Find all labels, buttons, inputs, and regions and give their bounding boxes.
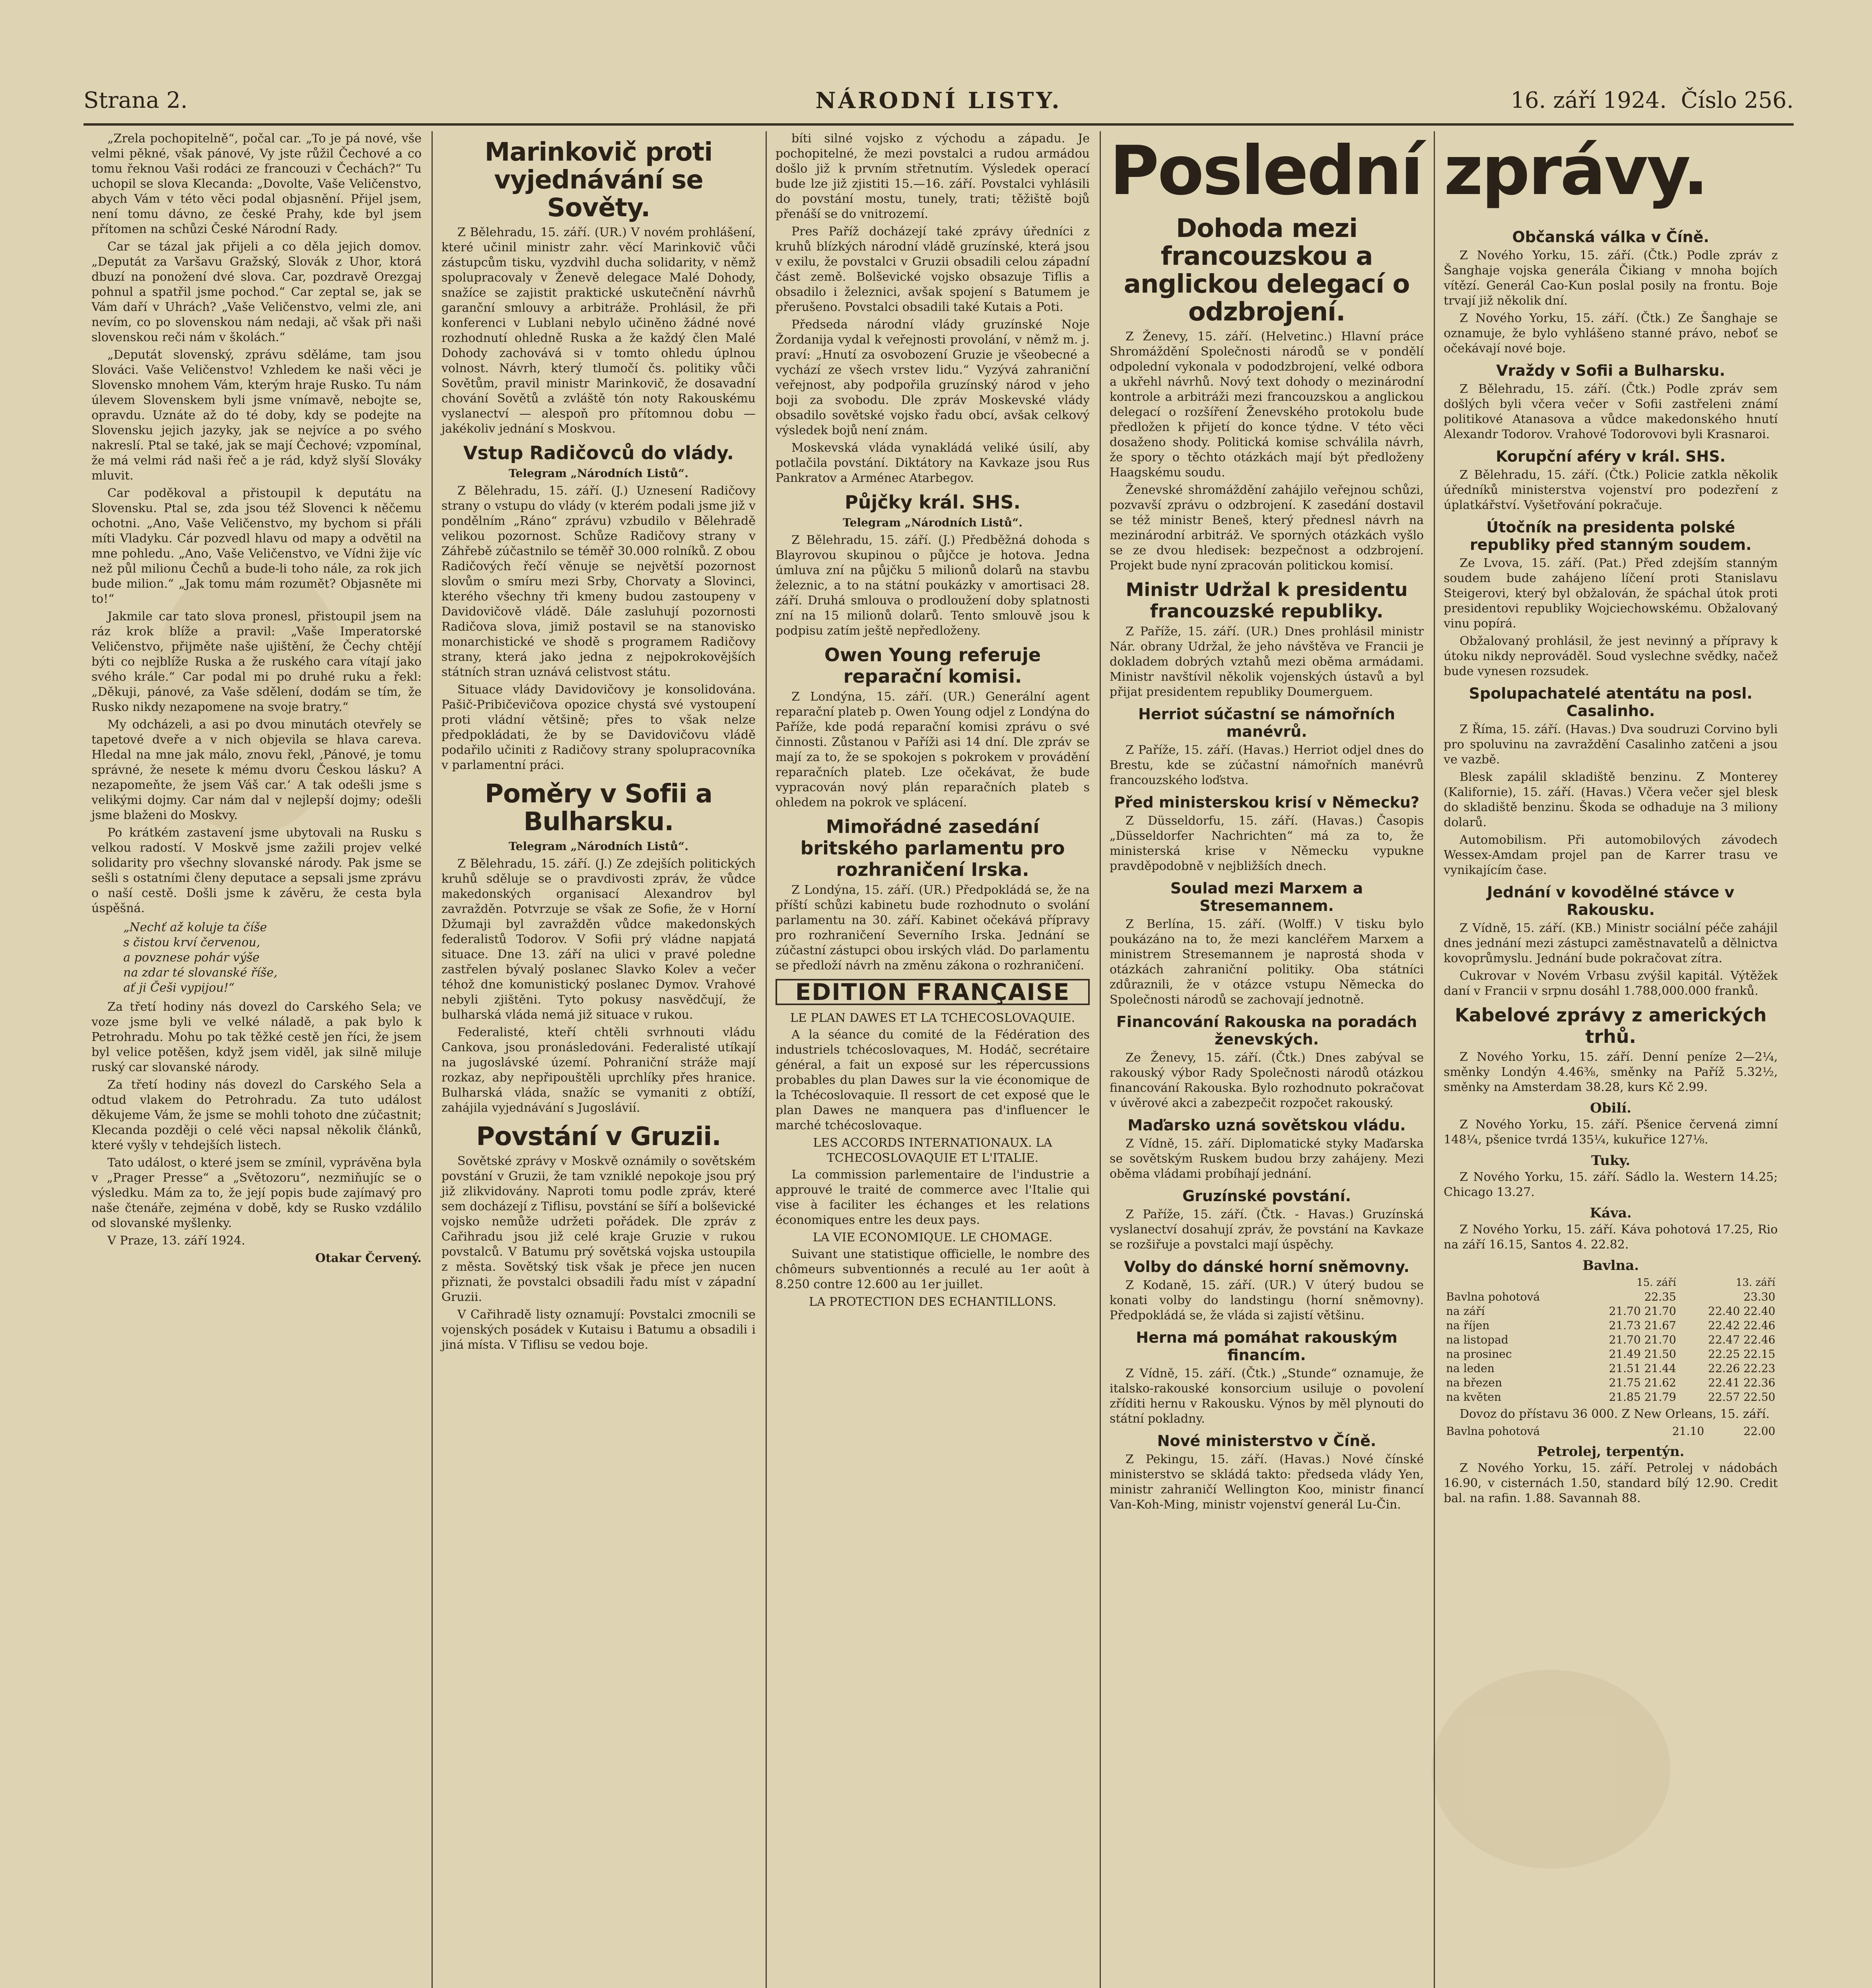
paragraph: Z Bělehradu, 15. září. (Čtk.) Policie zatkla několik úředníků ministerstva vojenství pro podezření z úplatkářství. Vyšetřování pokračuje. xyxy=(1444,468,1778,512)
paragraph: Dovoz do přístavu 36 000. Z New Orleans, 15. září. xyxy=(1460,1407,1770,1421)
page-number: Strana 2. xyxy=(84,87,188,113)
paragraph: Moskevská vláda vynakládá veliké úsilí, aby potlačila povstání. Diktátory na Kavkaze jsou Rus Pankratov a Arménec Atarbegov. xyxy=(776,441,1090,485)
market-heading: Tuky. xyxy=(1591,1153,1631,1169)
price-cell: 21.73 21.67 xyxy=(1609,1319,1676,1332)
paragraph: Z Říma, 15. září. (Havas.) Dva soudruzi Corvino byli pro spoluvinu na zavraždění Casalinho zatčeni a jsou ve vazbě. xyxy=(1444,722,1778,767)
paragraph: Suivant une statistique officielle, le nombre des chômeurs subventionnés a reculé au 1er août à 8.250 contre 12.600 au 1er juillet. xyxy=(776,1247,1090,1291)
table-row xyxy=(1444,1347,1778,1361)
paragraph: Po krátkém zastavení jsme ubytovali na Rusku s velkou radostí. V Moskvě jsme zažili projev velké solidarity pro všechny slovanské národy. Pak jsme se sešli s ostatními členy deputace a sepsali jsme zprávu o naší cestě. Došli jsme k závěru, že cesta byla úspěšná. xyxy=(91,826,422,915)
paragraph: Z Bělehradu, 15. září. (J.) Uznesení Radičovy strany o vstupu do vlády (v kterém podali jsme již v pondělním „Ráno“ zprávu) vzbudilo v Bělehradě velikou pozornost. Schůze Radičovy strany v Záhřebě zúčastnilo se téměř 30.000 rolníků. Z obou Radičových řečí věnuje se největší pozornost slovům o smíru mezi Srby, Chorvaty a Slovinci, kterého všechny tři kmeny budou zastoupeny v Davidovičově vládě. Dále zasluhují pozornosti Radičova slova, jimiž postavil se na stanovisko monarchistické ve shodě s programem Radičovy strany, která jako jedna z nejpokrokovějších státních stran uznává celistvost státu. xyxy=(441,484,756,679)
paragraph: Z Nového Yorku, 15. září. (Čtk.) Podle zpráv z Šanghaje vojska generála Čikiang v mnoha bojích vítězí. Generál Cao-Kun poslal posily na frontu. Boje trvají již několik dní. xyxy=(1444,248,1778,308)
headline: Herna má pomáhat rakouským financím. xyxy=(1136,1329,1398,1364)
paragraph: Cukrovar v Novém Vrbasu zvýšil kapitál. Výtěžek daní v Francii v srpnu dosáhl 1.788,000.000 franků. xyxy=(1444,969,1778,998)
headline: Marinkovič proti vyjednávání se Sověty. xyxy=(484,138,713,223)
paragraph: Za třetí hodiny nás dovezl do Carského Sela; ve voze jsme byli ve velké náladě, a pak bylo k Petrohradu. Mohu po tak těžké cestě jen říci, že jsem byl velice potěšen, když jsem viděl, jak silně miluje ruský car slovanské národy. xyxy=(91,1000,422,1074)
subheadline: Telegram „Národních Listů“. xyxy=(509,840,688,853)
paragraph: Z Bělehradu, 15. září. (UR.) V novém prohlášení, které učinil ministr zahr. věcí Marinkovič vůči zástupcům tisku, vyzdvihl ducha solidarity, v němž spolupracovaly v Ženevě delegace Malé Dohody, snažíce se zajistit praktické uskutečnění návrhů garanční smlouvy a arbitráže. Prohlásil, že při konferenci v Lublani nebylo učiněno žádné nové rozhodnutí ohledně Ruska a že každý člen Malé Dohody zachovává si v tomto ohledu úplnou volnost. Návrh, který tlumočí čs. politiky vůči Sovětům, pravil ministr Marinkovič, že dosavadní chování Sovětů a zvláště tón noty Rakouskému vyslanectví — alespoň pro přítomnou dobu — jakékoliv jednání s Moskvou. xyxy=(441,225,756,436)
paragraph: Z Paříže, 15. září. (Havas.) Herriot odjel dnes do Brestu, kde se zúčastní námořních manévrů francouzského loďstva. xyxy=(1110,743,1424,787)
paragraph: V Cařihradě listy oznamují: Povstalci zmocnili se vojenských posádek v Kutaisu i Batumu a obsadili i jiná místa. V Tiflisu se vedou boje. xyxy=(441,1308,756,1352)
row-label: na září xyxy=(1446,1305,1485,1318)
price-cell: 21.70 21.70 xyxy=(1609,1333,1676,1346)
price-cell: 22.42 22.46 xyxy=(1708,1319,1775,1332)
column-short-news xyxy=(1444,131,1778,1988)
row-label: na říjen xyxy=(1446,1319,1490,1332)
paragraph: Automobilism. Při automobilových závodech Wessex-Amdam projel pan de Karrer trasu ve vynikajícím čase. xyxy=(1444,833,1778,877)
masthead xyxy=(84,80,1794,126)
row-label: Bavlna pohotová xyxy=(1446,1425,1540,1438)
section-title: Poslední zprávy. xyxy=(1110,132,1707,210)
column-world xyxy=(776,131,1090,1988)
table-row xyxy=(1444,1361,1778,1376)
headline: Útočník na presidenta polské republiky před stanným soudem. xyxy=(1470,518,1752,553)
table-row xyxy=(1444,1390,1778,1404)
paragraph: Ženevské shromáždění zahájilo veřejnou schůzi, pozvavší zprávu o odzbrojení. K zasedání dostavil se též ministr Beneš, který přednesl návrh na mezinárodní arbitráž. Ve sporných otázkách vyšlo se ze dvou hledisek: bezpečnost a odzbrojení. Projekt bude nyní zpracován politickou komisí. xyxy=(1110,483,1424,573)
price-cell: 21.10 xyxy=(1672,1425,1704,1438)
headline: Herriot súčastní se námořních manévrů. xyxy=(1138,705,1395,740)
column-politics xyxy=(441,131,756,1988)
paragraph: Car poděkoval a přistoupil k deputátu na Slovensku. Ptal se, zda jsou též Slovenci k něčemu ochotni. „Ano, Vaše Veličenstvo, my bychom si přáli míti Vladyku. Cár pozvedl hlavu od mapy a odvětil na mne pohledu. „Ano, Vaše Veličenstvo, ve Vídni žije víc než půl milionu Čechů a bude-li toho nále, za rok jich bude milion.“ „Jak tomu mám rozumět? Objasněte mi to!“ xyxy=(91,486,422,606)
paragraph: Z Vídně, 15. září. (Čtk.) „Stunde“ oznamuje, že italsko-rakouské konsorcium usiluje o povolení zříditi hernu v Rakousku. Výnos by měl plynouti do státní pokladny. xyxy=(1110,1367,1424,1426)
headline: Korupční aféry v král. SHS. xyxy=(1496,448,1726,465)
column-feuilleton xyxy=(91,131,422,1988)
byline: Otakar Červený. xyxy=(315,1251,422,1265)
date-issue: 16. září 1924. Číslo 256. xyxy=(1510,87,1794,113)
headline: Kabelové zprávy z amerických trhů. xyxy=(1454,1004,1767,1047)
paragraph: Z Nového Yorku, 15. září. Petrolej v nádobách 16.90, v cisternách 1.50, standard bílý 12.90. Credit bal. na rafin. 1.88. Savannah 88. xyxy=(1444,1461,1778,1505)
paragraph: Předseda národní vlády gruzínské Noje Žordanija vydal k veřejnosti provolání, v němž m. j. praví: „Hnutí za osvobození Gruzie je všeobecné a vychází ze všech vrstev lidu.“ Vyzývá zahraniční veřejnost, aby podpořila gruzínský národ v jeho boji za svobodu. Dle zpráv Moskevské vlády obsadilo sovětské vojsko řadu obcí, avšak celkový výsledek bojů není znám. xyxy=(776,318,1090,437)
headline: Mimořádné zasedání britského parlamentu pro rozhraničení Irska. xyxy=(800,816,1065,880)
signoff-place: V Praze, 13. září 1924. xyxy=(107,1234,245,1248)
paragraph: Z Nového Yorku, 15. září. (Čtk.) Ze Šanghaje se oznamuje, že bylo vyhlášeno stanné právo, neboť se očekávají nové boje. xyxy=(1444,311,1778,355)
paragraph: Tato událost, o které jsem se zmínil, vyprávěna byla v „Prager Presse“ a „Světozoru“, nezmiňujíc se o výsledku. Mám za to, že její popis bude zajímavý pro naše čtenáře, zejména v době, kdy se Rusko vzdálilo od slovanské myšlenky. xyxy=(91,1156,422,1230)
headline: Občanská válka v Číně. xyxy=(1512,228,1709,246)
newspaper-title: NÁRODNÍ LISTY. xyxy=(815,87,1062,114)
headline: Poměry v Sofii a Bulharsku. xyxy=(485,779,712,837)
market-heading: Petrolej, terpentýn. xyxy=(1537,1444,1685,1460)
french-subhead: LA VIE ECONOMIQUE. LE CHOMAGE. xyxy=(813,1231,1053,1244)
headline: Gruzínské povstání. xyxy=(1182,1187,1351,1205)
headline: Jednání v kovodělné stávce v Rakousku. xyxy=(1487,883,1734,918)
paragraph: Pres Paříž docházejí také zprávy úředníci z kruhů blízkých národní vládě gruzínské, která jsou v exilu, že povstalci v Gruzii obsadili celou západní část země. Bolševické vojsko obsazuje Tiflis a obsadilo i železnici, avšak spojení s Batumem je přerušeno. Povstalci obsadili také Kutais a Poti. xyxy=(776,225,1090,314)
subheadline: Telegram „Národních Listů“. xyxy=(509,467,688,480)
paragraph: Z Kodaně, 15. září. (UR.) V úterý budou se konati volby do landstingu (horní sněmovny). Předpokládá se, že vláda si zajistí většinu. xyxy=(1110,1278,1424,1322)
paragraph: Blesk zapálil skladiště benzinu. Z Monterey (Kalifornie), 15. září. (Havas.) Včera večer sjel blesk do skladiště benzinu. Škoda se odhaduje na 3 miliony dolarů. xyxy=(1444,770,1778,829)
paragraph: A la séance du comité de la Fédération des industriels tchécoslovaques, M. Hodáč, secrétaire général, a fait un exposé sur les répercussions probables du plan Dawes sur la vie économique de la Tchécoslovaquie. Il ressort de cet exposé que le plan Dawes ne manquera pas d'influencer le marché tchécoslovaque. xyxy=(776,1028,1090,1132)
table-row xyxy=(1444,1304,1778,1318)
row-label: na listopad xyxy=(1446,1333,1508,1346)
paragraph: Z Paříže, 15. září. (Čtk. - Havas.) Gruzínská vyslanectví dosahují zpráv, že povstání na Kavkaze se rozšiřuje a povstalci mají úspěchy. xyxy=(1110,1208,1424,1252)
paragraph: „Zrela pochopitelně“, počal car. „To je pá nové, vše velmi pěkné, však pánové, Vy jste růžil Čechové a co tomu řeknou Vaši rodáci ze francouzi v Čechách?“ Tu uchopil se slova Klecanda: „Dovolte, Vaše Veličenstvo, abych Vám v této věci podal objasnění. Přijel jsem, není tomu dávno, ze české Prahy, kde byl jsem přítomen na schůzi České Národní Rady. xyxy=(91,132,422,236)
headline: Ministr Udržal k presidentu francouzské republiky. xyxy=(1126,579,1408,622)
paragraph: Z Londýna, 15. září. (UR.) Předpokládá se, že na příští schůzi kabinetu bude rozhodnuto o svolání parlamentu na 30. září. Kabinet očekává přípravy pro rozhraničení Severního Irska. Jednání se zúčastní zástupci obou irských vlád. Do parlamentu se předloží návrh na změnu zákona o rozhraničení. xyxy=(776,883,1090,973)
price-cell: 21.49 21.50 xyxy=(1609,1347,1676,1361)
paragraph: Z Berlína, 15. září. (Wolff.) V tisku bylo poukázáno na to, že mezi kancléřem Marxem a ministrem Stresemannem je naprostá shoda v otázkách zahraniční politiky. Oba státníci zdůraznili, že v otázce vstupu Německa do Společnosti národů se zachovají jednotně. xyxy=(1110,917,1424,1007)
paragraph: Z Nového Yorku, 15. září. Pšenice červená zimní 148¼, pšenice tvrdá 135¼, kukuřice 127⅛. xyxy=(1444,1118,1778,1147)
paragraph: Obžalovaný prohlásil, že jest nevinný a přípravy k útoku nikdy neprováděl. Soud vyslechne svědky, načež bude vynesen rozsudek. xyxy=(1444,634,1778,678)
paragraph: Z Nového Yorku, 15. září. Káva pohotová 17.25, Rio na září 16.15, Santos 4. 22.82. xyxy=(1444,1223,1778,1252)
paragraph: Z Bělehradu, 15. září. (Čtk.) Podle zpráv sem došlých byli včera večer v Sofii zastřeleni známí politikové Atanasova a vůdce makedonského hnutí Alexandr Todorov. Vrahové Todorovovi byli Krasnaroi. xyxy=(1444,382,1778,441)
price-cell: 22.41 22.36 xyxy=(1708,1376,1775,1389)
headline: Financování Rakouska na poradách ženevských. xyxy=(1116,1013,1417,1048)
paragraph: Federalisté, kteří chtěli svrhnouti vládu Cankova, jsou pronásledováni. Federalisté utíkají na jugoslávské území. Pohraniční stráže mají rozkaz, aby nepřipouštěli uprchlíky přes hranice. Bulharská vláda, snažíc se vymaniti z obtíží, zahájila vyjednávání s Jugoslávií. xyxy=(441,1025,756,1115)
headline: Owen Young referuje reparační komisi. xyxy=(824,644,1041,687)
row-label: na květen xyxy=(1446,1390,1501,1404)
market-heading: Káva. xyxy=(1590,1205,1632,1221)
headline: Maďarsko uzná sovětskou vládu. xyxy=(1127,1116,1406,1134)
table-row xyxy=(1444,1424,1778,1439)
price-cell: 22.40 22.40 xyxy=(1708,1305,1775,1318)
price-cell: 22.35 xyxy=(1644,1290,1676,1303)
market-heading: Bavlna. xyxy=(1582,1258,1639,1274)
table-row xyxy=(1444,1333,1778,1347)
headline: Dohoda mezi francouzskou a anglickou delegací o odzbrojení. xyxy=(1124,214,1410,327)
subheadline: Telegram „Národních Listů“. xyxy=(843,516,1023,529)
headline: Před ministerskou krisí v Německu? xyxy=(1114,794,1419,811)
french-subhead: LE PLAN DAWES ET LA TCHECOSLOVAQUIE. xyxy=(790,1011,1075,1025)
price-cell: 21.70 21.70 xyxy=(1609,1305,1676,1318)
paragraph: La commission parlementaire de l'industrie a approuvé le traité de commerce avec l'Italie qui vise à faciliter les échanges et les relations économiques entre les deux pays. xyxy=(776,1168,1090,1227)
price-cell: 21.75 21.62 xyxy=(1609,1376,1676,1389)
row-label: Bavlna pohotová xyxy=(1446,1290,1540,1303)
paragraph: Z Ženevy, 15. září. (Helvetinc.) Hlavní práce Shromáždění Společnosti národů se v pondělí odpolední vykonala v pododzbrojení, velké odbora a ukřehl návrhů. Nový text dohody o mezinárodní kontrole a arbitráži mezi francouzskou a anglickou delegací o rozšíření Ženevského protokolu bude předložen k přijetí do konce týdne. V této věci dosaženo shody. Politická komise schválila návrh, že spory o těchto otázkách mají být předloženy Haagskému soudu. xyxy=(1110,330,1424,480)
cotton-price-table-new-orleans xyxy=(1444,1424,1778,1439)
paragraph: Z Londýna, 15. září. (UR.) Generální agent reparační plateb p. Owen Young odjel z Londýna do Paříže, kde podá reparační komisi zprávu o své činnosti. Zůstanou v Paříži asi 14 dní. Dle zpráv se mají za to, že se spokojen s pokrokem v provádění reparačních plateb. Lze očekávat, že bude vypracován nový plán reparačních plateb s ohledem na pokrok ve splácení. xyxy=(776,690,1090,810)
table-row xyxy=(1444,1290,1778,1304)
headline: Soulad mezi Marxem a Stresemannem. xyxy=(1170,879,1363,914)
headline: Vstup Radičovců do vlády. xyxy=(463,442,734,464)
table-row xyxy=(1444,1376,1778,1390)
table-row xyxy=(1444,1318,1778,1333)
column-rule xyxy=(766,131,767,1988)
price-cell: 23.30 xyxy=(1743,1290,1775,1303)
row-label: na prosinec xyxy=(1446,1347,1512,1361)
paragraph: Z Bělehradu, 15. září. (J.) Předběžná dohoda s Blayrovou skupinou o půjčce je hotova. Jedna úmluva zní na půjčku 5 milionů dolarů na stavbu železnic, a to na státní poukázky v amortisaci 28. září. Druhá smlouva o prodloužení doby splatnosti zní na 15 milionů dolarů. Tento smlouvě jsou k podpisu zatím ještě nepředloženy. xyxy=(776,533,1090,638)
paragraph: Z Paříže, 15. září. (UR.) Dnes prohlásil ministr Nár. obrany Udržal, že jeho návštěva ve Francii je dokladem dobrých vztahů mezi oběma armádami. Ministr navštívil několik vojenských ústavů a byl přijat presidentem republiky Doumerguem. xyxy=(1110,625,1424,699)
paragraph: Z Bělehradu, 15. září. (J.) Ze zdejších politických kruhů sděluje se o pravdivosti zpráv, že vůdce makedonských organisací Alexandrov byl zavražděn. Potvrzuje se však ze Sofie, že v Horní Džumaji byl zavražděn vůdce makedonských federalistů Todorov. V Sofii prý vládne napjatá situace. Dne 13. září na ulici v pravé poledne zastřelen bývalý poslanec Slavko Kolev a večer téhož dne komunistický poslanec Dymov. Vrahové nebyli zjištěni. Tyto pokusy nasvědčují, že bulharská vláda nemá již situace v rukou. xyxy=(441,857,756,1022)
paragraph: Ze Ženevy, 15. září. (Čtk.) Dnes zabýval se rakouský výbor Rady Společnosti národů otázkou financování Rakouska. Bylo rozhodnuto pokračovat v úvěrové akci a zabezpečit rozpočet rakouský. xyxy=(1110,1051,1424,1110)
headline: Spolupachatelé atentátu na posl. Casalinho. xyxy=(1469,685,1753,720)
price-cell: 21.51 21.44 xyxy=(1609,1362,1676,1375)
poem: „Nechť až koluje ta číše s čistou krví červenou, a povznese pohár výše na zdar té slovanské říše, ať ji Češi vypijou!“ xyxy=(123,920,278,995)
headline: Půjčky král. SHS. xyxy=(845,491,1021,513)
paragraph: Car se tázal jak přijeli a co děla jejich domov. „Deputát za Varšavu Gražský, Slovák z Uhor, ktorá dbuzí na ponožení dvé slova. Car, pozdravě Orezgaj pohnul a spatřil jsme pochod.“ Car zeptal se, jak se Vám daří v Uhrách? „Vaše Veličenstvo, velmi zle, ani nevím, co po slovenskou nám nedaji, ač však při naši slovenskou reči nám v školách.“ xyxy=(91,240,422,344)
paragraph: Sovětské zprávy v Moskvě oznámily o sovětském povstání v Gruzii, že tam vzniklé nepokoje jsou prý již zlikvidovány. Naproti tomu podle zpráv, které sem docházejí z Tiflisu, povstání se šíří a bolševické vojsko nemůže udržeti pořádek. Dle zpráv z Cařihradu jsou již celé kraje Gruzie v rukou povstalců. V Batumu prý sovětská vojska ustoupila z města. Sovětský tisk však je přece jen nucen přiznati, že povstalci obsadili řadu míst v západní Gruzii. xyxy=(441,1154,756,1304)
column-rule xyxy=(432,131,433,1988)
row-label: na leden xyxy=(1446,1362,1495,1375)
headline: Povstání v Gruzii. xyxy=(476,1122,721,1151)
paragraph: Ze Lvova, 15. září. (Pat.) Před zdejším stanným soudem bude zahájeno líčení proti Stanislavu Steigerovi, který byl obžalován, že spáchal útok proti presidentovi republiky Wojciechowskému. Obžalovaný vinu popírá. xyxy=(1444,556,1778,631)
paragraph: „Deputát slovenský, zprávu sděláme, tam jsou Slováci. Vaše Veličenstvo! Vzhledem ke naši věci je Slovensko mnohem Vám, kterým hraje Rusko. Tu nám úlevem Slovenskem byli jsme vnímavě, nebojte se, opravdu. Uznáte až do té doby, kdy se podejte na Slovensku jejich jazyky, jak se nejvíce a po svého nakreslí. Ptal se také, jak se mají Čechové; vzpomínal, že má velmi rád naši řeč a je rád, když slyší Slováky mluvit. xyxy=(91,348,422,483)
paragraph: Za třetí hodiny nás dovezl do Carského Sela a odtud vlakem do Petrohradu. Za tuto událost děkujeme Vám, že jsme se mohli tohoto dne zúčastnit; Klecanda později o celé věci napsal několik článků, které vyšly v tehdejších listech. xyxy=(91,1078,422,1152)
paragraph: Z Vídně, 15. září. (KB.) Ministr sociální péče zahájil dnes jednání mezi zástupci zaměstnavatelů a dělnictva kovoprůmyslu. Jednání bude pokračovat zítra. xyxy=(1444,921,1778,965)
paragraph: Z Düsseldorfu, 15. září. (Havas.) Časopis „Düsseldorfer Nachrichten“ má za to, že ministerská krise v Německu vypukne pravděpodobně v nejbližších dnech. xyxy=(1110,814,1424,873)
paragraph: bíti silné vojsko z východu a západu. Je pochopitelné, že mezi povstalci a rudou armádou došlo již k prvním střetnutím. Výsledek operací bude lze již zjistiti 15.—16. září. Povstalci vyhlásili do povstání mostu, tunely, trati; těžiště bojů přenáší se do vnitrozemí. xyxy=(776,132,1090,221)
paragraph: My odcházeli, a asi po dvou minutách otevřely se tapetové dveře a v nich objevila se hlava careva. Hledal na mne jak málo, znovu řekl, ‚Pánové, je tomu správné, že nesete k mému dvoru Českou lásku? A nezapomeňte, že jsem Váš car.‘ A tak odešli jsme s velikými dojmy. Car nám dal v nejlepší dojmy; odešli jsme blaženi do Moskvy. xyxy=(91,718,422,822)
price-cell: 22.26 22.23 xyxy=(1708,1362,1775,1375)
edition-francaise-box: EDITION FRANÇAISE xyxy=(776,979,1090,1005)
french-subhead: LA PROTECTION DES ECHANTILLONS. xyxy=(809,1295,1057,1309)
price-cell: 22.57 22.50 xyxy=(1708,1390,1775,1404)
row-label: na březen xyxy=(1446,1376,1502,1389)
paragraph: Z Vídně, 15. září. Diplomatické styky Maďarska se sovětským Ruskem budou brzy zahájeny. Mezi oběma vládami probíhají jednání. xyxy=(1110,1137,1424,1181)
headline: Vraždy v Sofii a Bulharsku. xyxy=(1496,362,1725,379)
paragraph: Jakmile car tato slova pronesl, přistoupil jsem na ráz krok blíže a pravil: „Vaše Imperatorské Veličenstvo, přijměte naše ujištění, že Čechy chtějí býti co nejblíže Ruska a že ruského cara vítají jako svého krále.“ Car podal mi po druhé ruku a řekl: „Děkuji, pánové, za Vaše sdělení, dodám se tím, že Rusko nikdy nezapomene na svoje bratry.“ xyxy=(91,610,422,714)
price-cell: 22.25 22.15 xyxy=(1708,1347,1775,1361)
paragraph: Z Pekingu, 15. září. (Havas.) Nové čínské ministerstvo se skládá takto: předseda vlády Yen, ministr zahraničí Wellington Koo, ministr financí Van-Koh-Ming, ministr vojenství generál Lu-Čin. xyxy=(1110,1452,1424,1512)
price-cell: 21.85 21.79 xyxy=(1609,1390,1676,1404)
headline: Nové ministerstvo v Číně. xyxy=(1157,1432,1376,1450)
french-subhead: LES ACCORDS INTERNATIONAUX. LA TCHECOSLOVAQUIE ET L'ITALIE. xyxy=(813,1136,1052,1165)
price-cell: 22.00 xyxy=(1743,1425,1775,1438)
market-heading: Obilí. xyxy=(1590,1100,1631,1116)
cotton-price-table: 15. září 13. září Bavlna pohotová 22.35 23.30 na září 21.70 21.70 22.40 22.40 na říjen 21.73 21.67 22.42 22.46 na listopad 21.70 21.70 22.47 22.46 na prosinec 21.49 21.50 22.25 22.15 na leden 21.51 21.44 22.26 22.23 na březen 21.75 21.62 22.41 22.36 na květen 21.85 21.79 22.57 22.50 xyxy=(1444,1276,1778,1404)
price-cell: 22.47 22.46 xyxy=(1708,1333,1775,1346)
paragraph: Z Nového Yorku, 15. září. Sádlo la. Western 14.25; Chicago 13.27. xyxy=(1444,1170,1778,1199)
paragraph: Z Nového Yorku, 15. září. Denní peníze 2—2¼, směnky Londýn 4.46⅜, směnky na Paříž 5.32½, směnky na Amsterdam 38.28, kurs Kč 2.99. xyxy=(1444,1050,1778,1094)
column-rule xyxy=(1434,131,1435,1988)
paragraph: Situace vlády Davidovičovy je konsolidována. Pašič-Pribičevičova opozice chystá své vystoupení proti vládní většině; přes to však nelze předpokládati, že by se Davidovičovu vládě podařilo učiniti z Radičovy strany spolupracovníka v parlamentní práci. xyxy=(441,683,756,772)
column-rule xyxy=(1100,131,1101,1988)
headline: Volby do dánské horní sněmovny. xyxy=(1124,1258,1409,1276)
